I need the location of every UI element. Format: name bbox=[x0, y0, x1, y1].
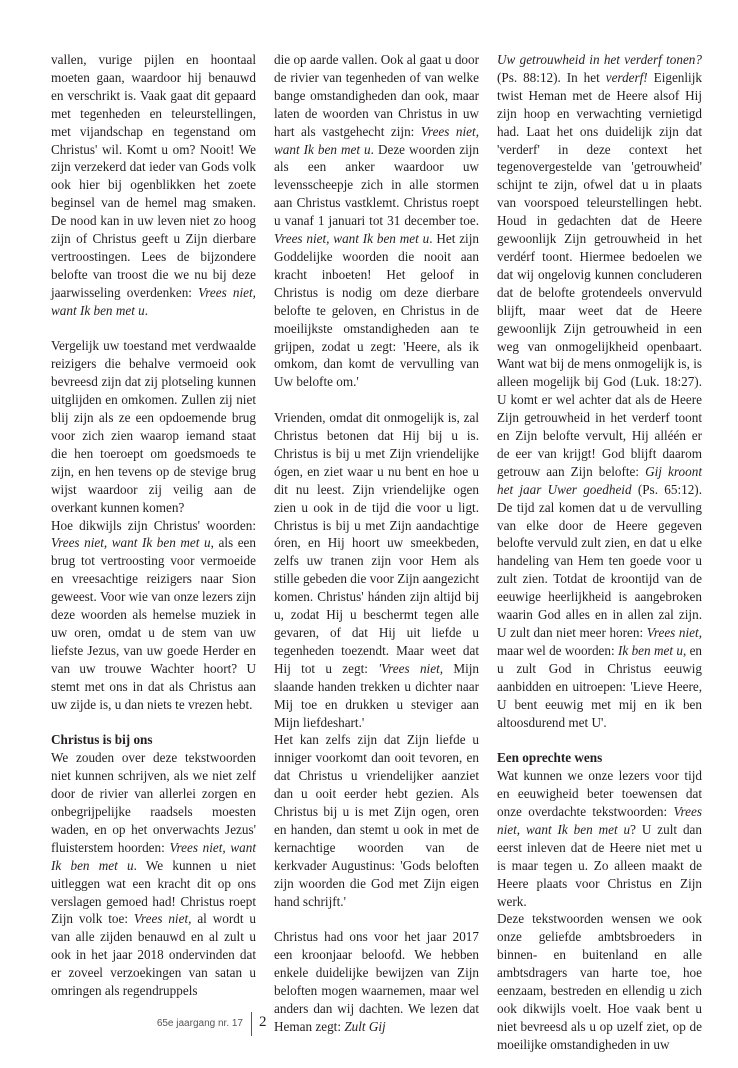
text: , en u zult God in Christus eeuwig aanbidden en uitroepen: 'Lieve Heere, U bent eeuwig met mij en ik ben altoosdurend met U'. bbox=[497, 642, 703, 730]
journal-issue: 65e jaargang nr. 17 bbox=[156, 1018, 243, 1029]
quote: Vrees niet, want Ik ben met u bbox=[51, 284, 256, 318]
text: die op aarde vallen. Ook al gaat u door de rivier van tegenheden of van welke bange omstandigheden dan ook, maar laten de woorden van Christus in uw hart als vastgehecht zijn: bbox=[274, 52, 479, 139]
text: . We kunnen u niet uitleggen wat een kracht dit op ons verslagen gemoed had! Christus roept Zijn volk toe: bbox=[51, 857, 257, 927]
text: Hoe dikwijls zijn Christus' woorden: bbox=[51, 517, 256, 533]
quote: 'Vrees niet, bbox=[378, 660, 444, 676]
text: . bbox=[144, 302, 149, 318]
quote: Vrees niet, want Ik ben met u bbox=[51, 839, 257, 873]
paragraph bbox=[274, 409, 479, 731]
text: Eigenlijk twist Heman met de Heere alsof Hij zijn hoop en verwachting vernietigd had. Laat het ons duidelijk zijn dat 'verderf' in deze context het tegenovergestelde van 'getrouwheid' schijnt te zijn, ofwel dat u in plaats van voorspoed teleurstellingen hebt. Houd in gedachten dat de Heere gewoonlijk Zijn getrouwheid in het verdérf toont. Hiermee bedoelen we dat wij ongelovig kunnen concluderen dat de belofte grotendeels onvervuld blijft, maar weet dat de Heere gewoonlijk Zijn getrouwheid in een weg van onmogelijkheid openbaart. Want wat bij de mens onmogelijk is, is alleen mogelijk bij God (Luk. 18:27). U komt er wel achter dat als de Heere Zijn getrouwheid in het verderf toont en Zijn belofte vervult, Hij alléén er de eer van krijgt! God blijft daarom getrouw aan Zijn belofte: bbox=[497, 69, 702, 479]
paragraph bbox=[497, 767, 702, 910]
text: vallen, vurige pijlen en hoontaal moeten gaan, waardoor hij benauwd en verschrikt is. Vaak gaat dit gepaard met tegenheden en teleurstellingen, met vijandschap en tegenstand om Christus' wil. Komt u om? Nooit! We zijn verzekerd dat ieder van Gods volk ook hier bij ogenblikken het zoete beginsel van de hemel mag smaken. De nood kan in uw leven niet zo hoog zijn of Christus geeft u Zijn dierbare vertroostingen. Lees de bijzondere belofte van troost die we nu bij deze jaarwisseling overdenken: bbox=[51, 52, 256, 300]
text: . Het zijn Goddelijke woorden die nooit aan kracht inboeten! Het geloof in Christus is nodig om deze dierbare belofte te geloven, en Christus in de moeilijkste omstandigheden aan te grijpen, zodat u zegt: 'Heere, als ik omkom, dan komt de vervulling van Uw belofte om.' bbox=[274, 231, 479, 390]
text: Wat kunnen we onze lezers voor tijd en eeuwigheid beter toewensen dat onze overdachte tekstwoorden: bbox=[497, 768, 702, 820]
quote: Uw getrouwheid in het verderf tonen? bbox=[497, 52, 702, 67]
quote: Vrees niet, bbox=[133, 911, 192, 927]
text-column-2 bbox=[274, 51, 479, 1036]
quote: verderf! bbox=[605, 69, 648, 85]
text: Christus had ons voor het jaar 2017 een kroonjaar beloofd. We hebben enkele duidelijke bewijzen van Zijn beloften mogen waarnemen, maar wel anders dan wij dachten. We lezen dat Heman zegt: bbox=[274, 929, 479, 1034]
footer-divider bbox=[251, 1012, 252, 1036]
paragraph bbox=[51, 337, 256, 516]
text: (Ps. 88:12). In het bbox=[497, 69, 606, 85]
page-footer bbox=[0, 1012, 738, 1042]
text: al wordt u van alle zijden benauwd en al zult u ook in het jaar 2018 ondervinden dat er zoveel verzoekingen van satan u omringen als regendruppels bbox=[51, 911, 256, 999]
quote: Vrees niet, want Ik ben met u bbox=[274, 123, 479, 157]
paragraph bbox=[497, 51, 702, 731]
quote: Zult Gij bbox=[344, 1018, 386, 1034]
text-column-1 bbox=[51, 51, 256, 1000]
paragraph bbox=[51, 51, 256, 320]
section-heading: Een oprechte wens bbox=[497, 750, 603, 766]
text: Deze tekstwoorden wensen we ook onze geliefde ambtsbroeders in binnen- en buitenland en alle ambtsdragers van harte toe, hoe eenzaam, bestreden en ellendig u zich ook dikwijls voelt. Hoe vaak bent u niet bevreesd als u op uzelf ziet, op de moeilijke omstandigheden in uw bbox=[497, 911, 702, 1052]
paragraph bbox=[274, 51, 479, 391]
text: Het kan zelfs zijn dat Zijn liefde u inniger voorkomt dan ooit tevoren, en dat Christus u vriendelijker aanziet dan u ooit eerder hebt gezien. Als Christus bij u is met Zijn ogen, oren en handen, dan stemt u ook in met de kernachtige woorden van de kerkvader Augustinus: 'Gods beloften zijn woorden die God met Zijn eigen hand schrijft.' bbox=[274, 732, 479, 909]
text: (Ps. 65:12). De tijd zal komen dat u de vervulling van elke door de Heere gegeven belofte vervuld zult zien, en dat u elke handeling van Hem ten goede voor u zult zien. Totdat de kroontijd van de eeuwige heerlijkheid is aangebroken waarin God alles en in allen zal zijn. U zult dan niet meer horen: bbox=[497, 481, 702, 640]
paragraph bbox=[51, 517, 256, 714]
page-number: 2 bbox=[259, 1014, 267, 1030]
quote: Vrees niet, want Ik ben met u bbox=[51, 535, 211, 551]
quote: Gij kroont het jaar Uwer goedheid bbox=[497, 463, 702, 497]
text-column-3 bbox=[497, 51, 702, 1054]
quote: Vrees niet, want Ik ben met u bbox=[497, 804, 702, 837]
text: We zouden over deze tekstwoorden niet kunnen schrijven, als we niet zelf door de rivier van allerlei zorgen en onbegrijpelijke raadsels moesten waden, en op het onverwachts Jezus' fluisterstem hoorden: bbox=[51, 750, 256, 855]
section-heading: Christus is bij ons bbox=[51, 732, 153, 748]
paragraph bbox=[51, 749, 256, 1000]
text: ? U zult dan eerst inleven dat de Heere niet met u is maar tegen u. Zo alleen maakt de Heere plaats voor Christus en Zijn werk. bbox=[497, 821, 703, 909]
text: , maar wel de woorden: bbox=[497, 625, 702, 658]
text: Vrienden, omdat dit onmogelijk is, zal Christus betonen dat Hij bij u is. Christus is bij u met Zijn vriendelijke ógen, en ziet waar u nu bent en hoe u dit nu leest. Zijn vriendelijke ogen zien u ook in de tijd die voor u ligt. Christus is bij u met Zijn aandachtige óren, en Hij hoort uw smeekbeden, zelfs uw tranen zijn voor Hem als stille gebeden die voor Zijn aangezicht komen. Christus' hánden zijn altijd bij u, zodat Hij u beschermt tegen alle gevaren, of dat Hij uit liefde u tegenheden toezendt. Maar weet dat Hij tot u zegt: bbox=[274, 410, 479, 676]
text: Mijn slaande handen trekken u dichter naar Mij toe en drukken u steviger aan Mijn liefdeshart.' bbox=[274, 660, 479, 730]
text: . Deze woorden zijn als een anker waardoor uw levensscheepje zich in alle stormen aan Christus vastklemt. Christus roept u vanaf 1 januari tot 31 december toe. bbox=[274, 141, 479, 229]
quote: Vrees niet bbox=[646, 625, 699, 640]
quote: Ik ben met u bbox=[618, 642, 683, 658]
quote: Vrees niet, want Ik ben met u bbox=[274, 231, 430, 247]
paragraph bbox=[274, 731, 479, 910]
text: , als een brug tot vertroosting voor vermoeide en vreesachtige reizigers naar Sion geweest. Voor wie van onze lezers zijn deze woorden als hemelse muziek in uw oren, omdat u de stem van uw liefste Jezus, van uw goede Herder en van uw trouwe Wachter hoort? U stemt met ons in dat als Christus aan uw zijde is, u dan niets te vrezen hebt. bbox=[51, 535, 256, 712]
text: Vergelijk uw toestand met verdwaalde reizigers die behalve vermoeid ook bevreesd zijn dat zij plotseling kunnen uitglijden en omkomen. Zullen zij niet blij zijn als ze een opdoemende brug voor zich zien waarop iemand staat die hen toeroept om goedsmoeds te zijn, en hen tevens op de stevige brug wijst waardoor zij veilig aan de overkant kunnen komen? bbox=[51, 338, 256, 515]
